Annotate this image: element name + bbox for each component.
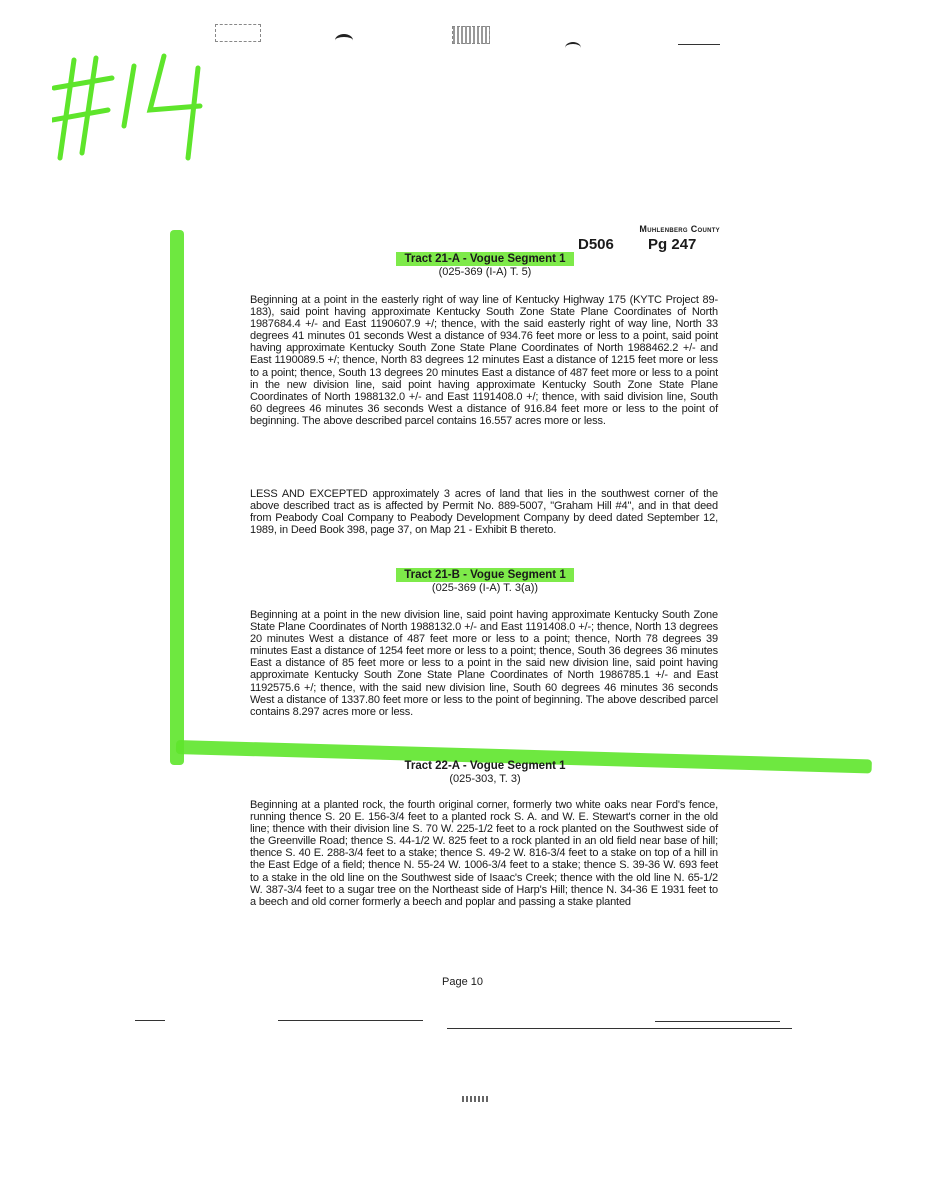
tract-21b-title-text: Tract 21-B - Vogue Segment 1 (396, 568, 573, 582)
tract-21a-title (250, 252, 720, 266)
tract-22a-title (250, 759, 720, 773)
tract-22a-reference: (025-303, T. 3) (449, 773, 521, 785)
deed-page-number: Pg 247 (648, 236, 697, 253)
scan-artifact-arc-2 (565, 42, 581, 54)
tract-21a-description: Beginning at a point in the easterly right of way line of Kentucky Highway 175 (KYTC Project 89-183), said point having approximate Kentucky South Zone State Plane Coordinates of North 1987684.4 +/- and East 1190607.9 +/; thence, with the said easterly right of way line, North 33 degrees 41 minutes 01 seconds West a distance of 934.76 feet more or less to a point, said point having approximate Kentucky South Zone State Plane Coordinates of North 1988462.2 +/- and East 1190089.5 +/; thence, North 83 degrees 12 minutes East a distance of 1215 feet more or less to a point; thence, South 13 degrees 20 minutes East a distance of 487 feet more or less to a point in the new division line, said point having approximate Kentucky South Zone State Plane Coordinates of North 1988132.0 +/- and East 1191408.0 +/; thence, with said division line, South 60 degrees 46 minutes 36 seconds West a distance of 916.84 feet more or less to the point of beginning. The above described parcel contains 16.557 acres more or less. (250, 294, 718, 427)
tract-21b-title (250, 568, 720, 582)
county-label: Muhlenberg County (639, 224, 720, 234)
scan-artifact-top-center (452, 26, 490, 44)
scan-artifact-bottom-dash-1 (135, 1020, 165, 1021)
tract-21a-exception: LESS AND EXCEPTED approximately 3 acres of land that lies in the southwest corner of the above described tract as is affected by Permit No. 889-5007, "Graham Hill #4", and in that deed from Peabody Coal Company to Peabody Development Company by deed dated September 12, 1989, in Deed Book 398, page 37, on Map 21 - Exhibit B thereto. (250, 488, 718, 537)
scan-artifact-bottom-dash-3 (447, 1028, 792, 1029)
scan-artifact-smudge (462, 1096, 490, 1102)
scan-artifact-bottom-dash-2 (278, 1020, 423, 1021)
deed-book-number: D506 (578, 236, 614, 253)
scan-artifact-bottom-dash-4 (655, 1021, 780, 1022)
tract-22a-description: Beginning at a planted rock, the fourth original corner, formerly two white oaks near Ford's fence, running thence S. 20 E. 156-3/4 feet to a planted rock S. A. and W. E. Stewart's corner in the old line; thence with their division line S. 70 W. 225-1/2 feet to a rock planted on the Southwest side of the Greenville Road; thence S. 44-1/2 W. 825 feet to a rock planted in an old field near base of hill; thence S. 40 E. 288-3/4 feet to a stake; thence S. 49-2 W. 816-3/4 feet to a stake on top of a hill in the East Edge of a field; thence N. 55-24 W. 1006-3/4 feet to a stake; thence S. 39-36 W. 693 feet to a stake in the old line on the Southwest side of Isaac's Creek; thence with the old line N. 65-1/2 W. 387-3/4 feet to a sugar tree on the Northeast side of Harp's Hill; thence N. 34-36 E 1931 feet to a beech and old corner formerly a beech and poplar and passing a stake planted (250, 799, 718, 908)
tract-21b-reference: (025-369 (I-A) T. 3(a)) (431, 582, 539, 594)
page-number: Page 10 (442, 976, 483, 988)
book-page-reference (578, 236, 696, 253)
tract-22a-title-text: Tract 22-A - Vogue Segment 1 (404, 760, 566, 772)
scan-artifact-top-left (215, 24, 261, 42)
tract-21a-reference: (025-369 (I-A) T. 5) (438, 266, 532, 278)
marker-bracket-vertical (170, 230, 184, 765)
tract-21b-description: Beginning at a point in the new division line, said point having approximate Kentucky South Zone State Plane Coordinates of North 1988132.0 +/- and East 1191408.0 +/-; thence, North 13 degrees 20 minutes West a distance of 487 feet more or less to a point; thence, North 78 degrees 39 minutes East a distance of 1254 feet more or less to a point; thence, South 36 degrees 36 minutes East a distance of 85 feet more or less to a point in the said new division line, said point having approximate Kentucky South Zone State Plane Coordinates of North 1986785.1 +/- and East 1192575.6 +/; thence, with the said new division line, South 60 degrees 46 minutes 36 seconds West a distance of 1337.80 feet more or less to the point of beginning. The above described parcel contains 8.297 acres more or less. (250, 609, 718, 718)
scan-artifact-dash (678, 44, 720, 45)
scan-artifact-arc-1 (335, 34, 353, 47)
handwritten-note-number (52, 48, 222, 168)
tract-21a-title-text: Tract 21-A - Vogue Segment 1 (396, 252, 573, 266)
